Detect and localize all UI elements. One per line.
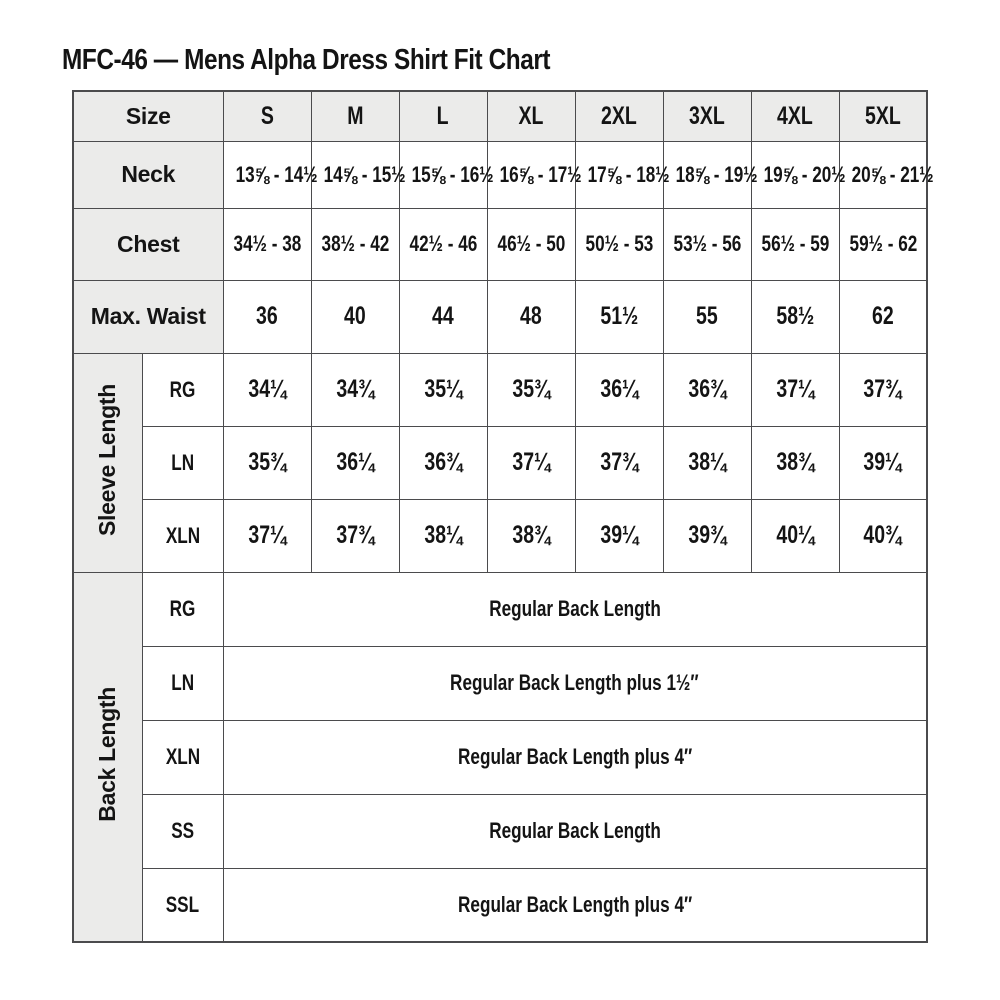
sleeve-value-cell	[223, 353, 311, 426]
sleeve-value: 37¼	[776, 375, 814, 403]
chest-value-cell	[487, 208, 575, 280]
size-header-cell: Size	[73, 91, 223, 141]
neck-value: 19⅝ - 20½	[763, 161, 846, 187]
sleeve-value: 36¼	[336, 448, 374, 476]
header-row	[73, 91, 927, 141]
size-col-header-s	[223, 91, 311, 141]
chest-value: 46½ - 50	[497, 231, 565, 256]
sleeve-code: XLN	[165, 522, 200, 548]
sleeve-value: 36¾	[424, 448, 462, 476]
sleeve-value-cell	[487, 353, 575, 426]
back-description-cell	[223, 720, 927, 794]
sleeve-value: 34¼	[248, 375, 286, 403]
sleeve-value: 40¼	[776, 521, 814, 549]
max-waist-value: 51½	[600, 302, 638, 330]
max-waist-value-cell	[311, 280, 399, 353]
chest-value-cell	[575, 208, 663, 280]
size-col-label: XL	[518, 101, 544, 130]
back-description: Regular Back Length	[488, 818, 661, 843]
sleeve-code-cell	[142, 426, 223, 499]
sleeve-value-cell	[751, 426, 839, 499]
max-waist-value-cell	[751, 280, 839, 353]
sleeve-value: 34¾	[336, 375, 374, 403]
chest-value-cell	[223, 208, 311, 280]
size-col-header-xl	[487, 91, 575, 141]
max-waist-value: 58½	[776, 302, 814, 330]
sleeve-value-cell	[751, 499, 839, 572]
back-description: Regular Back Length plus 1½″	[450, 670, 700, 695]
sleeve-value-cell	[663, 499, 751, 572]
back-ssl-row	[73, 868, 927, 942]
neck-value-cell	[487, 141, 582, 208]
neck-value-cell	[839, 141, 934, 208]
size-col-label: M	[346, 101, 364, 130]
sleeve-value-cell	[751, 353, 839, 426]
chest-value: 42½ - 46	[409, 231, 477, 256]
back-rg-row	[73, 572, 927, 646]
back-length-label: Back Length	[94, 686, 121, 822]
max-waist-value: 62	[871, 302, 894, 330]
size-col-label: 3XL	[689, 101, 725, 130]
neck-value: 17⅝ - 18½	[587, 161, 670, 187]
back-description: Regular Back Length plus 4″	[457, 744, 692, 769]
sleeve-value: 39¼	[600, 521, 638, 549]
back-description-cell	[223, 572, 927, 646]
sleeve-value: 39¾	[688, 521, 726, 549]
back-ln-row	[73, 646, 927, 720]
sleeve-value: 39¼	[863, 448, 902, 476]
sleeve-value-cell	[575, 499, 663, 572]
size-col-header-m	[311, 91, 399, 141]
sleeve-value-cell	[575, 353, 663, 426]
size-col-header-3xl	[663, 91, 751, 141]
chest-value-cell	[839, 208, 927, 280]
max-waist-header-cell: Max. Waist	[73, 280, 223, 353]
sleeve-value: 36¾	[688, 375, 726, 403]
sleeve-value: 37¾	[863, 375, 902, 403]
chest-value-cell	[751, 208, 839, 280]
page-title: MFC-46 — Mens Alpha Dress Shirt Fit Chart	[62, 44, 551, 76]
max-waist-value-cell	[399, 280, 487, 353]
neck-value: 20⅝ - 21½	[851, 161, 934, 187]
back-code-cell	[142, 794, 223, 868]
max-waist-value-cell	[575, 280, 663, 353]
sleeve-value: 37¾	[600, 448, 638, 476]
size-col-label: L	[437, 101, 449, 130]
sleeve-xln-row	[73, 499, 927, 572]
chest-value: 38½ - 42	[321, 231, 389, 256]
size-col-header-l	[399, 91, 487, 141]
neck-value-cell	[751, 141, 846, 208]
sleeve-value-cell	[311, 353, 399, 426]
chest-value: 56½ - 59	[761, 231, 829, 256]
sleeve-code-cell	[142, 353, 223, 426]
sleeve-value: 38¾	[512, 521, 550, 549]
sleeve-value-cell	[839, 426, 927, 499]
neck-value: 13⅝ - 14½	[235, 161, 318, 187]
sleeve-code: LN	[171, 449, 194, 475]
neck-value-cell	[399, 141, 494, 208]
sleeve-value-cell	[399, 426, 487, 499]
size-col-header-4xl	[751, 91, 839, 141]
sleeve-value: 38¼	[424, 521, 462, 549]
max-waist-value-cell	[487, 280, 575, 353]
size-col-header-2xl	[575, 91, 663, 141]
chest-value: 34½ - 38	[233, 231, 301, 256]
neck-value: 16⅝ - 17½	[499, 161, 582, 187]
back-description: Regular Back Length plus 4″	[457, 891, 692, 917]
sleeve-ln-row	[73, 426, 927, 499]
chest-value-cell	[399, 208, 487, 280]
back-description: Regular Back Length	[488, 596, 661, 621]
chest-header-cell: Chest	[73, 208, 223, 280]
max-waist-value: 44	[432, 302, 454, 330]
sleeve-value: 38¾	[776, 448, 814, 476]
max-waist-value: 36	[256, 302, 278, 330]
back-code: SSL	[165, 891, 200, 917]
size-col-label: 4XL	[777, 101, 813, 130]
chest-value-cell	[311, 208, 399, 280]
size-col-label: 5XL	[864, 101, 901, 130]
back-code-cell	[142, 868, 223, 942]
size-col-label: 2XL	[601, 101, 637, 130]
sleeve-value-cell	[487, 426, 575, 499]
sleeve-value: 37¾	[336, 521, 374, 549]
chest-row	[73, 208, 927, 280]
neck-value: 18⅝ - 19½	[675, 161, 758, 187]
neck-value-cell	[311, 141, 406, 208]
chest-value: 59½ - 62	[849, 231, 917, 256]
chest-value-cell	[663, 208, 751, 280]
sleeve-rg-row	[73, 353, 927, 426]
neck-row	[73, 141, 927, 208]
sleeve-value-cell	[223, 499, 311, 572]
max-waist-value-cell	[839, 280, 927, 353]
sleeve-value-cell	[223, 426, 311, 499]
max-waist-value-cell	[663, 280, 751, 353]
sleeve-length-label: Sleeve Length	[94, 383, 121, 537]
back-length-header-cell	[73, 572, 142, 942]
neck-value-cell	[575, 141, 670, 208]
sleeve-value: 36¼	[600, 375, 638, 403]
back-description-cell	[223, 646, 927, 720]
chest-value: 53½ - 56	[673, 231, 741, 256]
sleeve-value-cell	[399, 499, 487, 572]
sleeve-length-header-cell	[73, 353, 142, 572]
size-col-label: S	[260, 101, 274, 130]
chest-value: 50½ - 53	[585, 231, 653, 256]
neck-value: 14⅝ - 15½	[323, 161, 406, 187]
sleeve-value-cell	[399, 353, 487, 426]
sleeve-value-cell	[311, 426, 399, 499]
back-description-cell	[223, 794, 927, 868]
max-waist-value-cell	[223, 280, 311, 353]
neck-value-cell	[223, 141, 318, 208]
back-code-cell	[142, 572, 223, 646]
back-code: RG	[169, 596, 196, 621]
max-waist-value: 40	[344, 302, 366, 330]
sleeve-value: 38¼	[688, 448, 726, 476]
sleeve-value: 35¾	[248, 448, 286, 476]
sleeve-code: RG	[169, 376, 196, 402]
sleeve-value: 35¾	[512, 375, 550, 403]
back-code: LN	[171, 670, 194, 695]
sleeve-value-cell	[575, 426, 663, 499]
back-code-cell	[142, 720, 223, 794]
sleeve-value-cell	[839, 353, 927, 426]
sleeve-value-cell	[311, 499, 399, 572]
fit-chart-table	[72, 90, 934, 943]
sleeve-value-cell	[663, 426, 751, 499]
sleeve-code-cell	[142, 499, 223, 572]
sleeve-value: 37¼	[248, 521, 286, 549]
back-description-cell	[223, 868, 927, 942]
neck-value-cell	[663, 141, 758, 208]
neck-value: 15⅝ - 16½	[411, 161, 494, 187]
sleeve-value-cell	[663, 353, 751, 426]
back-code: SS	[171, 818, 194, 843]
back-ss-row	[73, 794, 927, 868]
sleeve-value-cell	[839, 499, 927, 572]
neck-header-cell: Neck	[73, 141, 223, 208]
sleeve-value-cell	[487, 499, 575, 572]
sleeve-value: 37¼	[512, 448, 550, 476]
back-xln-row	[73, 720, 927, 794]
back-code-cell	[142, 646, 223, 720]
sleeve-value: 35¼	[424, 375, 462, 403]
sleeve-value: 40¾	[863, 521, 902, 549]
max-waist-value: 48	[520, 302, 542, 330]
max-waist-row	[73, 280, 927, 353]
back-code: XLN	[165, 744, 200, 769]
max-waist-value: 55	[696, 302, 718, 330]
size-col-header-5xl	[839, 91, 927, 141]
